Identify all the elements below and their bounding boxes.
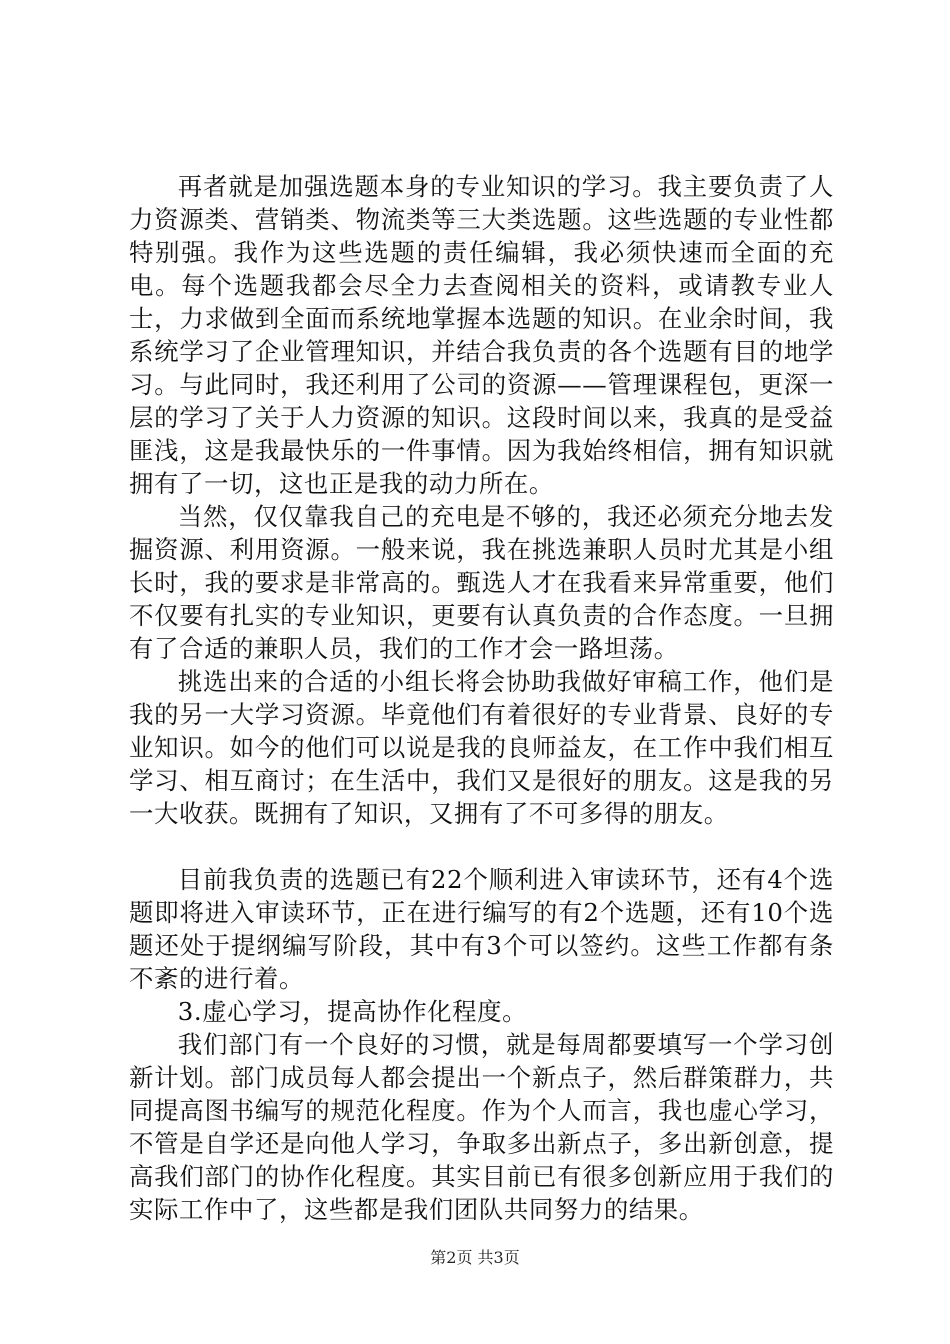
page-footer: 第2页 共3页: [430, 1248, 520, 1267]
paragraph-resources: 当然，仅仅靠我自己的充电是不够的，我还必须充分地去发掘资源、利用资源。一般来说，我在挑选兼职人员时尤其是小组长时，我的要求是非常高的。甄选人才在我看来异常重要，他们不仅要有扎实的专业知识，更要有认真负责的合作态度。一旦拥有了合适的兼职人员，我们的工作才会一路坦荡。: [129, 502, 834, 663]
paragraph-gap: [129, 830, 834, 863]
paragraph-study-topics: 再者就是加强选题本身的专业知识的学习。我主要负责了人力资源类、营销类、物流类等三大类选题。这些选题的专业性都特别强。我作为这些选题的责任编辑，我必须快速而全面的充电。每个选题我都会尽全力去查阅相关的资料，或请教专业人士，力求做到全面而系统地掌握本选题的知识。在业余时间，我系统学习了企业管理知识，并结合我负责的各个选题有目的地学习。与此同时，我还利用了公司的资源——管理课程包，更深一层的学习了关于人力资源的知识。这段时间以来，我真的是受益匪浅，这是我最快乐的一件事情。因为我始终相信，拥有知识就拥有了一切，这也正是我的动力所在。: [129, 172, 834, 498]
document-body: [129, 170, 834, 1226]
paragraph-team-leaders: 挑选出来的合适的小组长将会协助我做好审稿工作，他们是我的另一大学习资源。毕竟他们有着很好的专业背景、良好的专业知识。如今的他们可以说是我的良师益友，在工作中我们相互学习、相互商讨；在生活中，我们又是很好的朋友。这是我的另一大收获。既拥有了知识，又拥有了不可多得的朋友。: [129, 667, 834, 828]
paragraph-innovation: 我们部门有一个良好的习惯，就是每周都要填写一个学习创新计划。部门成员每人都会提出一个新点子，然后群策群力，共同提高图书编写的规范化程度。作为个人而言，我也虚心学习，不管是自学还是向他人学习，争取多出新点子，多出新创意，提高我们部门的协作化程度。其实目前已有很多创新应用于我们的实际工作中了，这些都是我们团队共同努力的结果。: [129, 1030, 834, 1224]
paragraph-progress: 目前我负责的选题已有22个顺利进入审读环节，还有4个选题即将进入审读环节，正在进行编写的有2个选题，还有10个选题还处于提纲编写阶段，其中有3个可以签约。这些工作都有条不紊的进行着。: [129, 865, 834, 993]
section-heading: 3.虚心学习，提高协作化程度。: [177, 997, 528, 1026]
